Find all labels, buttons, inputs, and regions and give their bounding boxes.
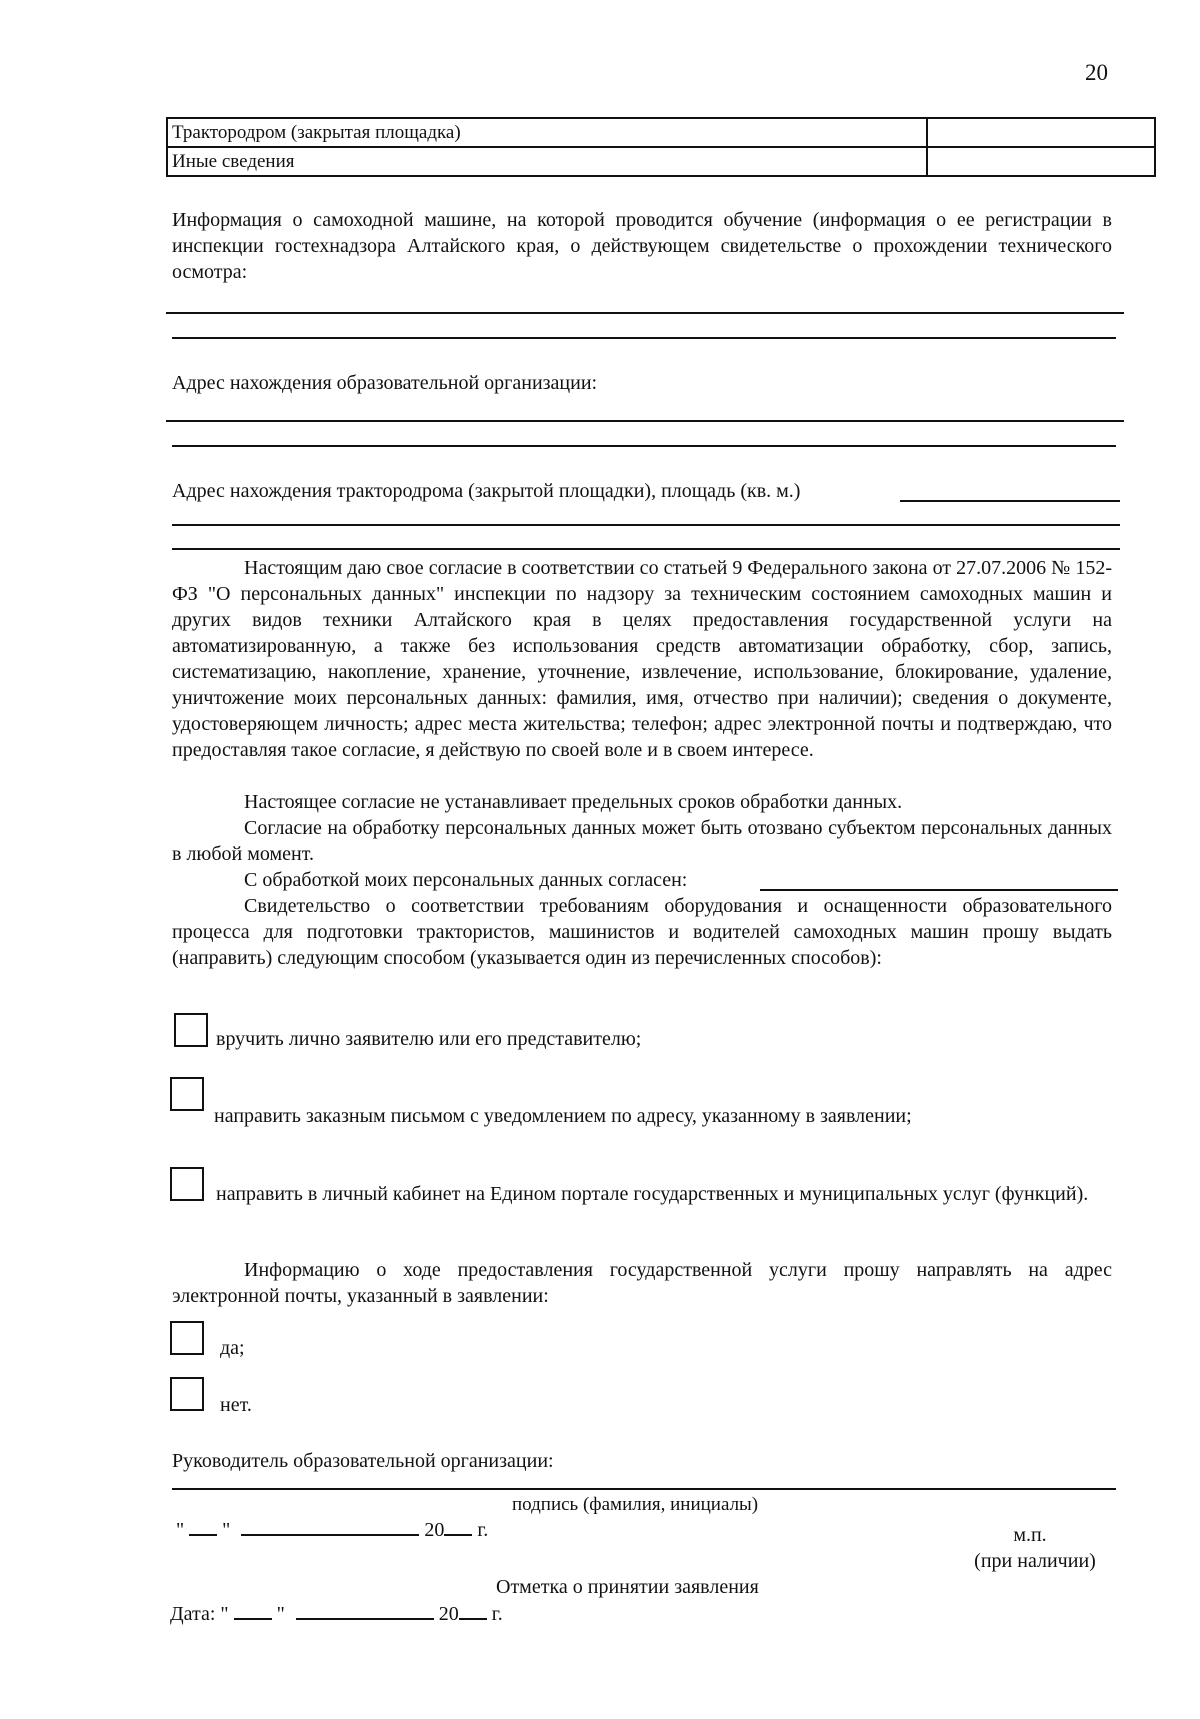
table-row bbox=[167, 118, 1155, 147]
consent-limit-paragraph: Настоящее согласие не устанавливает предельных сроков обработки данных. bbox=[244, 791, 903, 813]
consent-paragraph: Настоящим даю свое согласие в соответствии со статьей 9 Федерального закона от 27.07.2006 № 152-ФЗ "О персональных данных" инспекции по надзору за техническим состоянием самоходных машин и других видов техники Алтайского края в целях предоставления государственной услуги на автоматизированную, а также без использования средств автоматизации обработку, сбор, запись, систематизацию, накопление, хранение, уточнение, извлечение, использование, блокирование, удаление, уничтожение моих персональных данных: фамилия, имя, отчество при наличии); сведения о документе, удостоверяющем личность; адрес места жительства; телефон; адрес электронной почты и подтверждаю, что предоставляя такое согласие, я действую по своей воле и в своем интересе. bbox=[172, 557, 1112, 761]
receipt-date-row bbox=[170, 1600, 503, 1627]
head-signature-line[interactable] bbox=[172, 1488, 1116, 1490]
fill-line[interactable] bbox=[166, 420, 1124, 422]
year-prefix: 20 bbox=[424, 1519, 445, 1541]
table-cell-value[interactable] bbox=[927, 147, 1155, 176]
certificate-text: Свидетельство о соответствии требованиям оборудования и оснащенности образовательного процесса для подготовки трактористов, машинистов и водителей самоходных машин прошу выдать (направить) следующим способом (указывается один из перечисленных способов): bbox=[172, 895, 1112, 969]
fill-line[interactable] bbox=[172, 524, 1120, 526]
year-field[interactable] bbox=[444, 1516, 472, 1536]
email-no-label: нет. bbox=[220, 1394, 252, 1416]
page-number: 20 bbox=[1085, 60, 1108, 85]
org-address-label: Адрес нахождения образовательной организации: bbox=[172, 372, 598, 394]
table-row bbox=[167, 147, 1155, 176]
table-cell-label: Иные сведения bbox=[167, 147, 927, 176]
tractordrome-address-label: Адрес нахождения трактородрома (закрытой площадки), площадь (кв. м.) bbox=[172, 480, 801, 502]
machine-info-text: Информация о самоходной машине, на которой проводится обучение (информация о ее регистрации в инспекции гостехнадзора Алтайского края, о действующем свидетельстве о прохождении технического осмотра: bbox=[172, 209, 1112, 283]
receipt-date-label: Дата: " bbox=[170, 1603, 229, 1625]
consent-revoke-paragraph: Согласие на обработку персональных данных может быть отозвано субъектом персональных данных в любой момент. bbox=[172, 817, 1112, 865]
head-label: Руководитель образовательной организации: bbox=[172, 1450, 554, 1472]
email-yes-checkbox[interactable] bbox=[170, 1321, 204, 1355]
info-table bbox=[166, 117, 1156, 177]
signature-caption: подпись (фамилия, инициалы) bbox=[512, 1494, 759, 1515]
stamp-label: м.п. bbox=[1013, 1524, 1047, 1546]
email-yes-label: да; bbox=[220, 1337, 245, 1359]
month-field[interactable] bbox=[241, 1516, 419, 1536]
receipt-month-field[interactable] bbox=[296, 1600, 434, 1620]
fill-line[interactable] bbox=[166, 312, 1124, 314]
receipt-year-prefix: 20 bbox=[438, 1603, 459, 1625]
delivery-personal-checkbox[interactable] bbox=[174, 1013, 208, 1047]
table-cell-value[interactable] bbox=[927, 118, 1155, 147]
receipt-date-quote-close: " bbox=[276, 1603, 285, 1625]
table-cell-label: Трактородром (закрытая площадка) bbox=[167, 118, 927, 147]
fill-line[interactable] bbox=[172, 445, 1116, 447]
fill-line[interactable] bbox=[172, 337, 1116, 339]
delivery-personal-label: вручить лично заявителю или его представителю; bbox=[216, 1028, 642, 1050]
fill-line[interactable] bbox=[172, 548, 1120, 550]
consent-agree-label: С обработкой моих персональных данных согласен: bbox=[244, 869, 688, 891]
receipt-label: Отметка о принятии заявления bbox=[496, 1576, 759, 1598]
fill-line[interactable] bbox=[900, 500, 1120, 502]
delivery-portal-label: направить в личный кабинет на Едином портале государственных и муниципальных услуг (функций). bbox=[216, 1183, 1089, 1205]
stamp-note: (при наличии) bbox=[974, 1550, 1096, 1572]
delivery-mail-label: направить заказным письмом с уведомлением по адресу, указанному в заявлении; bbox=[214, 1105, 912, 1127]
consent-signature-line[interactable] bbox=[760, 889, 1118, 891]
email-info-text: Информацию о ходе предоставления государственной услуги прошу направлять на адрес электронной почты, указанный в заявлении: bbox=[172, 1259, 1112, 1307]
date-quote-open: " bbox=[176, 1519, 185, 1541]
day-field[interactable] bbox=[189, 1516, 217, 1536]
receipt-day-field[interactable] bbox=[234, 1600, 272, 1620]
date-quote-close: " bbox=[222, 1519, 231, 1541]
email-no-checkbox[interactable] bbox=[170, 1377, 204, 1411]
head-date-row bbox=[176, 1516, 488, 1543]
year-suffix: г. bbox=[477, 1519, 489, 1541]
receipt-year-suffix: г. bbox=[491, 1603, 503, 1625]
receipt-year-field[interactable] bbox=[459, 1600, 487, 1620]
